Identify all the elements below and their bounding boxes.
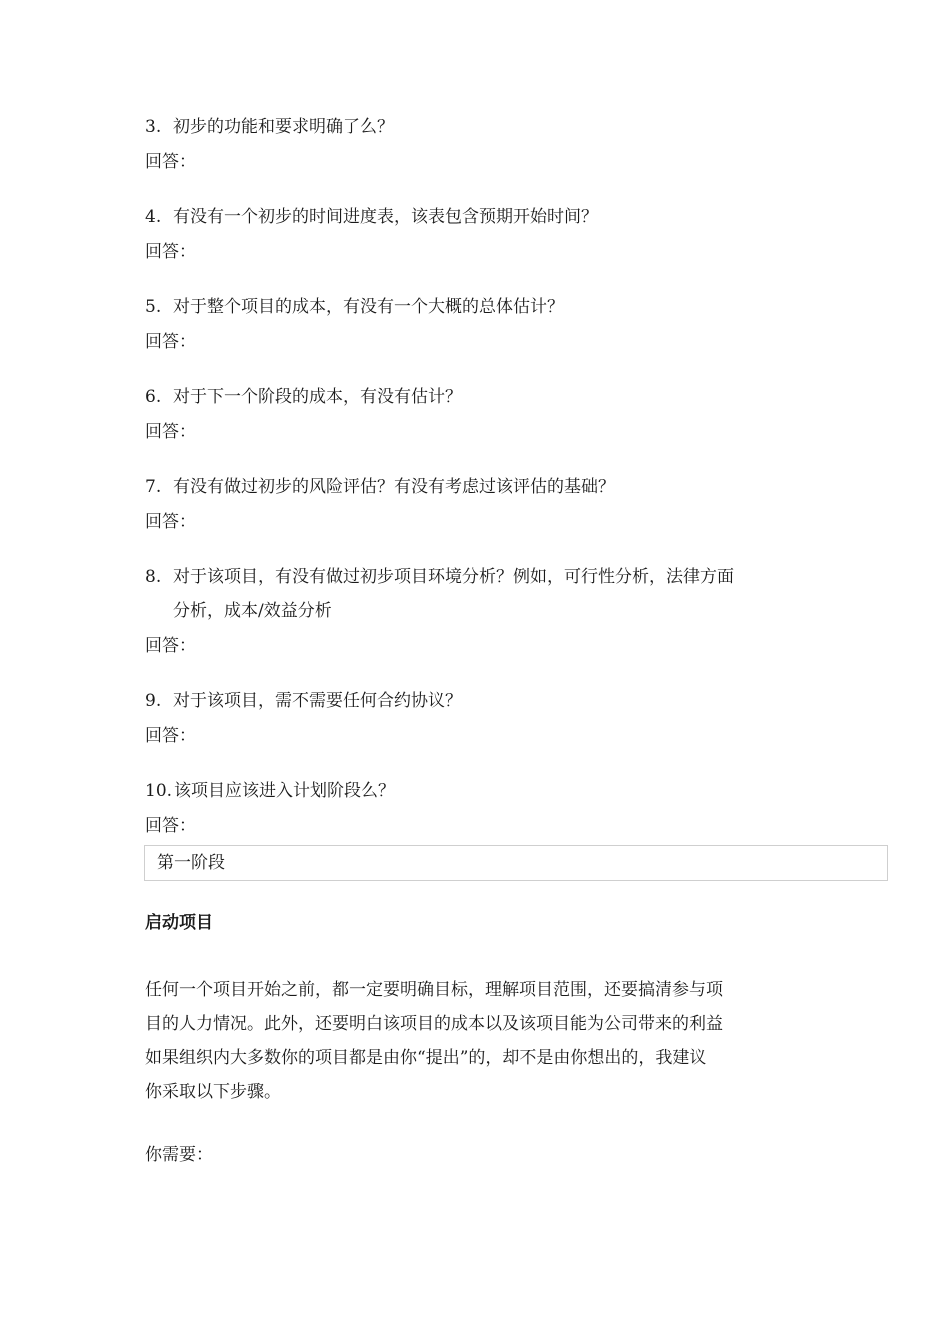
- question-8: [145, 560, 825, 628]
- question-text: 对于整个项目的成本，有没有一个大概的总体估计？: [173, 297, 564, 317]
- question-text: 对于下一个阶段的成本，有没有估计？: [173, 387, 462, 407]
- question-text: 对于该项目，需不需要任何合约协议？: [173, 691, 462, 711]
- answer-label: 回答：: [145, 422, 196, 442]
- question-text: 有没有做过初步的风险评估？有没有考虑过该评估的基础？: [173, 477, 615, 497]
- answer-label: 回答：: [145, 636, 196, 656]
- closing-line: 你需要：: [145, 1145, 213, 1165]
- question-number: 9.: [145, 691, 162, 711]
- question-number: 4.: [145, 207, 162, 227]
- question-text: 对于该项目，有没有做过初步项目环境分析？例如，可行性分析，法律方面: [173, 567, 734, 587]
- question-text: 该项目应该进入计划阶段么？: [174, 781, 396, 801]
- answer-label: 回答：: [145, 726, 196, 746]
- answer-label: 回答：: [145, 816, 196, 836]
- stage-box: 第一阶段: [144, 845, 888, 881]
- answer-label: 回答：: [145, 512, 196, 532]
- question-number: 7.: [145, 477, 162, 497]
- answer-label: 回答：: [145, 242, 196, 262]
- paragraph-line: 如果组织内大多数你的项目都是由你“提出”的，却不是由你想出的，我建议: [145, 1048, 707, 1068]
- question-5: [145, 290, 825, 324]
- question-9: [145, 684, 825, 718]
- question-3: [145, 110, 825, 144]
- question-7: [145, 470, 825, 504]
- question-10: [145, 774, 825, 808]
- section-heading: 启动项目: [145, 913, 213, 933]
- question-number: 8.: [145, 567, 162, 587]
- paragraph-line: 目的人力情况。此外，还要明白该项目的成本以及该项目能为公司带来的利益: [145, 1014, 723, 1034]
- question-number: 6.: [145, 387, 162, 407]
- question-text: 初步的功能和要求明确了么？: [173, 117, 394, 137]
- question-text-continued: 分析，成本/效益分析: [173, 601, 332, 621]
- paragraph-line: 任何一个项目开始之前，都一定要明确目标，理解项目范围，还要搞清参与项: [145, 980, 723, 1000]
- answer-label: 回答：: [145, 152, 196, 172]
- question-number: 10.: [145, 781, 173, 801]
- question-number: 3.: [145, 117, 162, 137]
- question-4: [145, 200, 825, 234]
- question-number: 5.: [145, 297, 162, 317]
- paragraph-line: 你采取以下步骤。: [145, 1082, 281, 1102]
- answer-label: 回答：: [145, 332, 196, 352]
- question-text: 有没有一个初步的时间进度表，该表包含预期开始时间？: [173, 207, 598, 227]
- question-6: [145, 380, 825, 414]
